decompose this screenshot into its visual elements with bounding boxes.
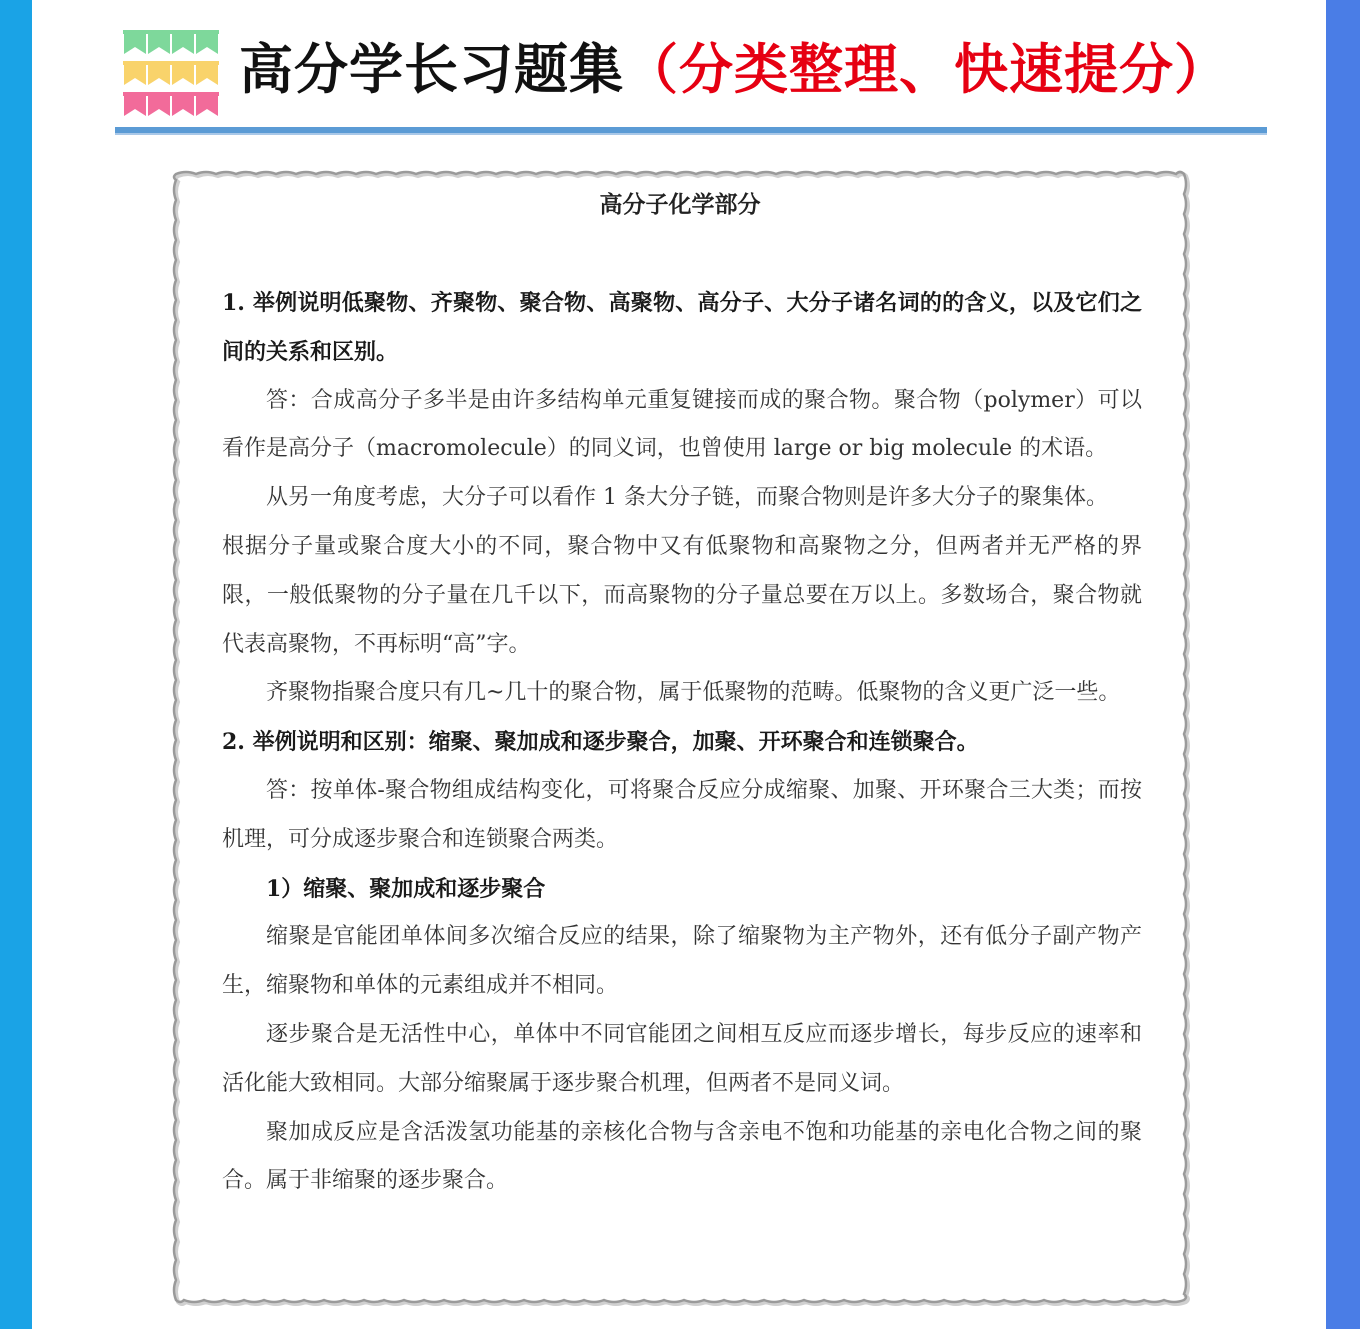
paragraph: 答：按单体-聚合物组成结构变化，可将聚合反应分成缩聚、加聚、开环聚合三大类；而按机理，可分成逐步聚合和连锁聚合两类。 [222, 777, 1142, 852]
bunting-flag [124, 63, 146, 85]
paragraph: 答：合成高分子多半是由许多结构单元重复键接而成的聚合物。聚合物（polymer）可以看作是高分子（macromolecule）的同义词，也曾使用 large or big molecule 的术语。 [222, 387, 1142, 462]
document-title: 高分子化学部分 [599, 191, 761, 218]
bunting-flag [124, 32, 146, 54]
left-accent-bar [0, 0, 32, 1329]
bunting-flag [148, 94, 170, 116]
page-title-subtitle: （分类整理、快速提分） [624, 38, 1229, 101]
paragraph: 逐步聚合是无活性中心，单体中不同官能团之间相互反应而逐步增长，每步反应的速率和活化能大致相同。大部分缩聚属于逐步聚合机理，但两者不是同义词。 [222, 1021, 1142, 1096]
bunting-flag [172, 32, 194, 54]
bunting-flag [172, 94, 194, 116]
paragraph: 根据分子量或聚合度大小的不同，聚合物中又有低聚物和高聚物之分，但两者并无严格的界限，一般低聚物的分子量在几千以下，而高聚物的分子量总要在万以上。多数场合，聚合物就代表高聚物，不再标明“高”字。 [222, 533, 1142, 657]
paragraph: 聚加成反应是含活泼氢功能基的亲核化合物与含亲电不饱和功能基的亲电化合物之间的聚合。属于非缩聚的逐步聚合。 [222, 1119, 1142, 1194]
bunting-flag [172, 63, 194, 85]
document-page [170, 168, 1190, 1306]
right-accent-bar [1326, 0, 1360, 1329]
question-heading: 1）缩聚、聚加成和逐步聚合 [266, 875, 546, 902]
paragraph: 缩聚是官能团单体间多次缩合反应的结果，除了缩聚物为主产物外，还有低分子副产物产生，缩聚物和单体的元素组成并不相同。 [222, 924, 1142, 999]
paragraph: 齐聚物指聚合度只有几~几十的聚合物，属于低聚物的范畴。低聚物的含义更广泛一些。 [266, 680, 1121, 706]
bunting-flag [148, 63, 170, 85]
bunting-flag [196, 63, 218, 85]
page-title-main: 高分学长习题集 [239, 38, 624, 101]
bunting-flag [196, 94, 218, 116]
question-heading: 2. 举例说明和区别：缩聚、聚加成和逐步聚合，加聚、开环聚合和连锁聚合。 [222, 729, 979, 756]
bunting-flags-icon [123, 26, 219, 120]
document-body [222, 279, 1142, 1206]
page-title [239, 32, 1229, 108]
header [115, 18, 1267, 128]
bunting-flag [148, 32, 170, 54]
question-heading: 1. 举例说明低聚物、齐聚物、聚合物、高聚物、高分子、大分子诸名词的的含义，以及它们之间的关系和区别。 [222, 290, 1142, 365]
paragraph: 从另一角度考虑，大分子可以看作 1 条大分子链，而聚合物则是许多大分子的聚集体。 [266, 485, 1108, 511]
header-divider [115, 127, 1267, 133]
bunting-flag [124, 94, 146, 116]
bunting-flag [196, 32, 218, 54]
